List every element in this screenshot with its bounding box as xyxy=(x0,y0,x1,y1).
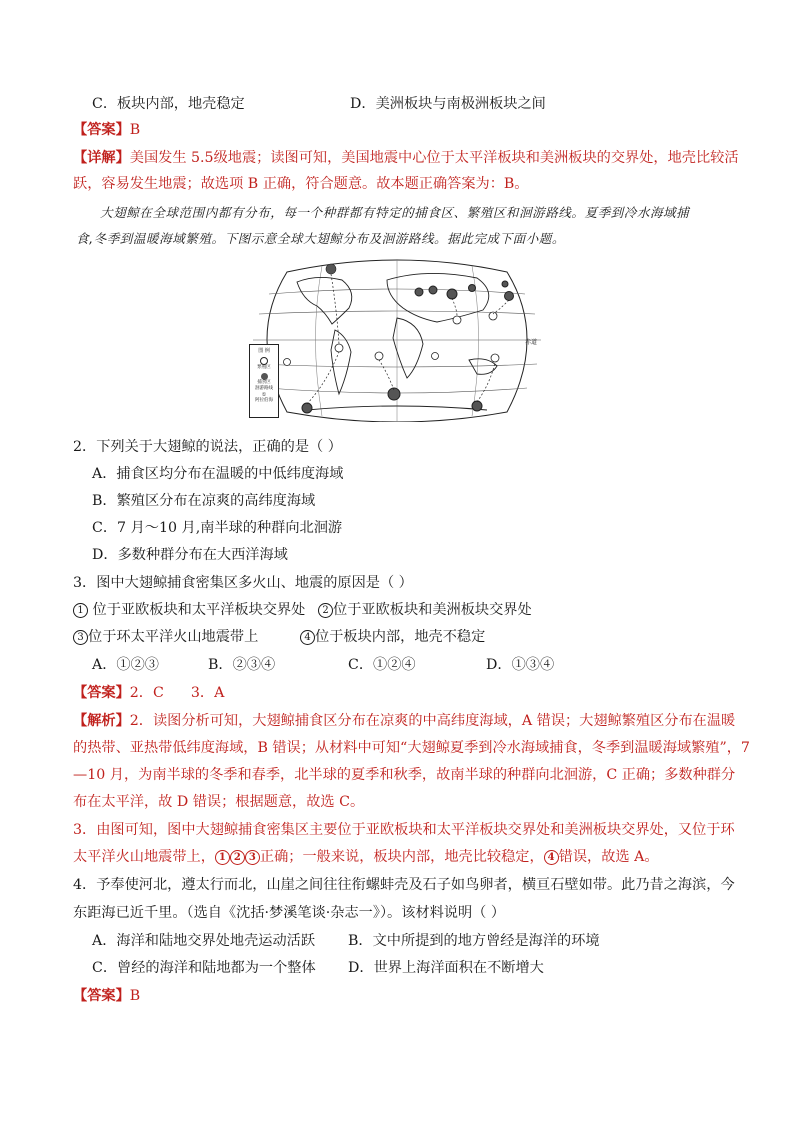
q4-answer xyxy=(73,986,140,1006)
q3-stem: 3．图中大翅鲸捕食密集区多火山、地震的原因是（ ） xyxy=(73,575,413,591)
legend-tail: 阿拉伯海 xyxy=(255,398,273,403)
q4-option-b: B．文中所提到的地方曾经是海洋的环境 xyxy=(348,933,600,949)
circled-3-icon: 3 xyxy=(73,630,88,645)
answer-value: B xyxy=(129,988,141,1004)
q1-option-c: C．板块内部，地壳稳定 xyxy=(92,96,245,112)
q3-item-1: 1 位于亚欧板块和太平洋板块交界处 xyxy=(73,600,305,620)
q4-option-d: D．世界上海洋面积在不断增大 xyxy=(348,960,544,976)
breeding-area-symbol xyxy=(260,357,268,365)
legend-num: ① xyxy=(261,392,267,398)
map-equator-label: 赤道 xyxy=(525,339,538,346)
analysis-line4: 布在太平洋，故 D 错误；根据题意，故选 C。 xyxy=(73,794,365,810)
q4-stem-line2: 东距海已近千里。（选自《沈括·梦溪笔谈·杂志一》）。该材料说明（ ） xyxy=(73,905,506,921)
detail-text-1: 美国发生 5.5级地震；读图可知，美国地震中心位于太平洋板块和美洲板块的交界处，地壳比较活 xyxy=(129,150,739,166)
circled-4-icon: 4 xyxy=(544,850,559,865)
q3-option-c: C．①②④ xyxy=(348,657,416,673)
answer-label: 【答案】 xyxy=(73,988,130,1004)
analysis-line1: 【解析】2．读图分析可知，大翅鲸捕食区分布在凉爽的中高纬度海域，A 错误；大翅鲸繁殖区分布在温暖 xyxy=(73,713,736,729)
analysis-line5: 3．由图可知，图中大翅鲸捕食密集区主要位于亚欧板块和太平洋板块交界处和美洲板块交界处，又位于环 xyxy=(73,822,735,838)
circled-1-icon: 1 xyxy=(73,603,88,618)
circled-2-icon: 2 xyxy=(230,850,245,865)
circled-1-icon: 1 xyxy=(215,850,230,865)
q2-stem: 2．下列关于大翅鲸的说法，正确的是（ ） xyxy=(73,439,342,455)
q3-item-2: 2 位于亚欧板块和美洲板块交界处 xyxy=(318,600,532,620)
q4-option-a: A．海洋和陆地交界处地壳运动活跃 xyxy=(92,933,316,949)
detail-label: 【详解】 xyxy=(73,150,130,166)
legend-breeding: 繁殖区 xyxy=(257,365,271,370)
legend-route: 洄游路线 xyxy=(255,386,273,391)
whale-distribution-map xyxy=(247,252,547,422)
q2-option-d: D．多数种群分布在大西洋海域 xyxy=(92,547,288,563)
q3-item-3: 3 位于环太平洋火山地震带上 xyxy=(73,627,258,647)
map-legend xyxy=(249,344,279,418)
q1-option-d: D．美洲板块与南极洲板块之间 xyxy=(350,96,546,112)
circled-3-icon: 3 xyxy=(245,850,260,865)
q3-option-d: D．①③④ xyxy=(486,657,555,673)
q3-item-4: 4 位于板块内部，地壳不稳定 xyxy=(300,627,485,647)
answer-values: 2．C 3．A xyxy=(129,685,225,701)
circled-4-icon: 4 xyxy=(300,630,315,645)
material-intro-line1: 大翅鲸在全球范围内都有分布，每一个种群都有特定的捕食区、繁殖区和洄游路线。夏季到冷水海域捕 xyxy=(100,205,690,220)
q1-detail-line1 xyxy=(73,148,739,168)
analysis-line6: 太平洋火山地震带上， 1 2 3 正确；一般来说，板块内部，地壳比较稳定， 4 错误，故选 A。 xyxy=(73,849,659,865)
legend-title: 图 例 xyxy=(258,348,270,354)
q2-option-a: A．捕食区均分布在温暖的中低纬度海域 xyxy=(92,466,344,482)
analysis-line2: 的热带、亚热带低纬度海域，B 错误；从材料中可知“大翅鲸夏季到冷水海域捕食，冬季到温暖海域繁殖”，7 xyxy=(73,740,750,756)
q1-answer xyxy=(73,120,140,140)
answer-value: B xyxy=(129,122,141,138)
q4-option-c: C．曾经的海洋和陆地都为一个整体 xyxy=(92,960,316,976)
answer-label: 【答案】 xyxy=(73,685,130,701)
q2-option-c: C．7 月～10 月,南半球的种群向北洄游 xyxy=(92,520,343,536)
answer-label: 【答案】 xyxy=(73,122,130,138)
q2-option-b: B．繁殖区分布在凉爽的高纬度海域 xyxy=(92,493,316,509)
q3-option-b: B．②③④ xyxy=(208,657,276,673)
answers-2-3 xyxy=(73,683,224,703)
q3-option-a: A．①②③ xyxy=(92,657,159,673)
material-intro-line2: 食,冬季到温暖海域繁殖。下图示意全球大翅鲸分布及洄游路线。据此完成下面小题。 xyxy=(76,231,565,246)
feeding-area-symbol xyxy=(261,373,268,380)
q1-detail-line2: 跃，容易发生地震；故选项 B 正确，符合题意。故本题正确答案为：B。 xyxy=(73,176,529,192)
legend-feeding: 捕食区 xyxy=(257,380,271,385)
circled-2-icon: 2 xyxy=(318,603,333,618)
q4-stem-line1: 4．予奉使河北，遵太行而北，山崖之间往往衔螺蚌壳及石子如鸟卵者，横亘石壁如带。此乃昔之海滨，今 xyxy=(73,877,735,893)
analysis-label: 【解析】 xyxy=(73,713,130,729)
analysis-line3: —10 月，为南半球的冬季和春季，北半球的夏季和秋季，故南半球的种群向北洄游，C 正确；多数种群分 xyxy=(73,767,736,783)
